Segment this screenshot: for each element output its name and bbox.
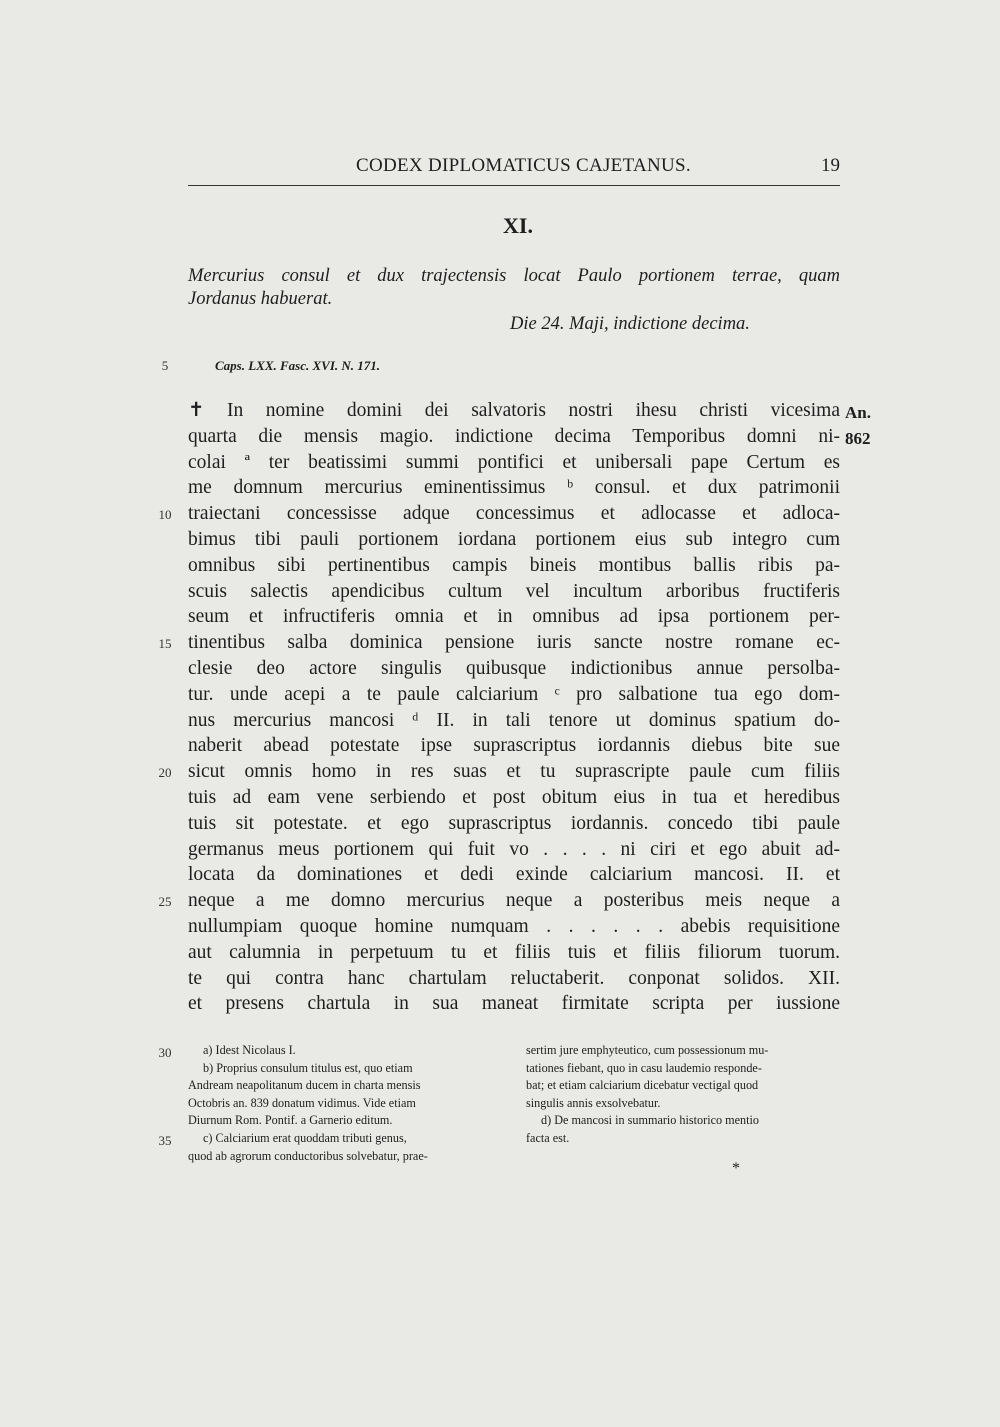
text-line: me domnum mercurius eminentissimus ᵇ consul. et dux patrimonii — [188, 477, 840, 499]
footnote-line: tationes fiebant, quo in casu laudemio responde- — [526, 1060, 762, 1075]
page-number: 19 — [821, 155, 840, 176]
footnotes-left-column — [188, 1042, 496, 1165]
text-line: bimus tibi pauli portionem iordana portionem eius sub integro cum — [188, 528, 840, 550]
page-header — [188, 155, 840, 185]
footnote-line: Andream neapolitanum ducem in charta mensis — [188, 1078, 421, 1093]
text-line: scuis salectis apendicibus cultum vel incultum arboribus fructiferis — [188, 580, 840, 602]
signature-mark: * — [732, 1160, 740, 1177]
text-line: omnibus sibi pertinentibus campis bineis montibus ballis ribis pa- — [188, 554, 840, 576]
charter-text — [188, 398, 840, 1017]
margin-note-year-label: An. — [845, 403, 871, 422]
document-number: XI. — [503, 213, 533, 238]
text-line: seum et infructiferis omnia et in omnibus ad ipsa portionem per- — [188, 606, 840, 628]
footnote-line: quod ab agrorum conductoribus solvebatur, prae- — [188, 1148, 428, 1163]
text-line: tur. unde acepi a te paule calciarium ᶜ pro salbatione tua ego dom- — [188, 683, 840, 705]
text-line: clesie deo actore singulis quibusque indictionibus annue persolba- — [188, 657, 840, 679]
footnote-line: d) De mancosi in summario historico mentio — [541, 1113, 759, 1128]
text-line: tinentibus salba dominica pensione iuris sancte nostre romane ec- — [188, 632, 840, 654]
text-line: ✝ In nomine domini dei salvatoris nostri ihesu christi vicesima — [188, 400, 840, 421]
summary-line: Mercurius consul et dux trajectensis locat Paulo portionem terrae, quam — [188, 266, 840, 286]
text-line: nus mercurius mancosi ᵈ II. in tali tenore ut dominus spatium do- — [188, 709, 840, 731]
line-number: 30 — [158, 1045, 172, 1060]
archive-source: Caps. LXX. Fasc. XVI. N. 171. — [215, 358, 381, 373]
line-number: 25 — [158, 894, 172, 909]
text-line: locata da dominationes et dedi exinde calciarium mancosi. II. et — [188, 864, 840, 886]
footnotes-right-column — [526, 1042, 840, 1148]
footnote-line: bat; et etiam calciarium dicebatur vectigal quod — [526, 1078, 759, 1093]
header-rule — [188, 185, 840, 186]
text-line: germanus meus portionem qui fuit vo . . . . ni ciri et ego abuit ad- — [188, 838, 840, 860]
footnote-line: sertim jure emphyteutico, cum possessionum mu- — [526, 1043, 769, 1057]
footnote-line: b) Proprius consulum titulus est, quo etiam — [203, 1060, 413, 1075]
text-line: naberit abead potestate ipse suprascriptus iordannis diebus bite sue — [188, 735, 840, 757]
margin-note-year: 862 — [845, 429, 871, 448]
text-line: aut calumnia in perpetuum tu et filiis tuis et filiis filiorum tuorum. — [188, 941, 840, 963]
running-title: CODEX DIPLOMATICUS CAJETANUS. — [356, 155, 691, 176]
text-line: tuis ad eam vene serbiendo et post obitum eius in tua et heredibus — [188, 786, 840, 808]
text-line: te qui contra hanc chartulam reluctaberit. conponat solidos. XII. — [188, 967, 840, 989]
footnote-line: c) Calciarium erat quoddam tributi genus, — [203, 1130, 407, 1145]
line-number: 35 — [158, 1133, 172, 1148]
text-line: tuis sit potestate. et ego suprascriptus iordannis. concedo tibi paule — [188, 812, 840, 834]
summary-line: Jordanus habuerat. — [188, 289, 333, 309]
text-line: traiectani concessisse adque concessimus et adlocasse et adloca- — [188, 503, 840, 525]
footnote-line: facta est. — [526, 1130, 570, 1145]
line-number: 15 — [158, 636, 172, 651]
text-line: neque a me domno mercurius neque a posteribus meis neque a — [188, 890, 840, 912]
line-number: 20 — [158, 765, 172, 780]
text-line: et presens chartula in sua maneat firmitate scripta per iussione — [188, 993, 840, 1015]
footnote-line: singulis annis exsolvebatur. — [526, 1095, 661, 1110]
text-line: colai ª ter beatissimi summi pontifici et unibersali pape Certum es — [188, 451, 840, 473]
document-date: Die 24. Maji, indictione decima. — [510, 314, 750, 334]
footnote-line: Octobris an. 839 donatum vidimus. Vide etiam — [188, 1095, 416, 1110]
footnote-line: Diurnum Rom. Pontif. a Garnerio editum. — [188, 1113, 393, 1128]
text-line: sicut omnis homo in res suas et tu suprascripte paule cum filiis — [188, 761, 840, 783]
text-line: quarta die mensis magio. indictione decima Temporibus domni ni- — [188, 425, 840, 447]
line-number: 5 — [161, 358, 169, 373]
text-line: nullumpiam quoque homine numquam . . . . . . abebis requisitione — [188, 915, 840, 937]
document-summary — [188, 265, 840, 311]
footnote-line: a) Idest Nicolaus I. — [203, 1043, 296, 1057]
line-number: 10 — [158, 507, 172, 522]
